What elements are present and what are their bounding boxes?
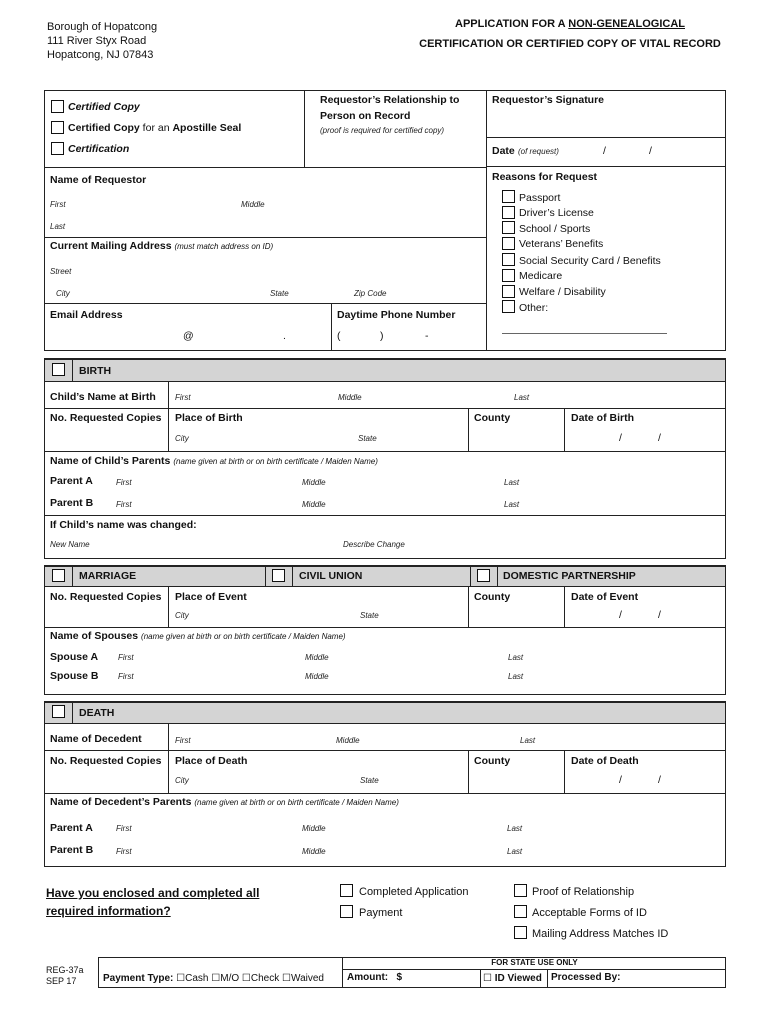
parent-a-first: First [116, 478, 132, 487]
spouses-label: Name of Spouses (name given at birth or on birth certificate / Maiden Name) [50, 630, 346, 642]
birth-copies-label: No. Requested Copies [50, 412, 162, 424]
birth-date-slash-1: / [619, 432, 622, 444]
death-place-label: Place of Death [175, 755, 248, 767]
birth-header: BIRTH [79, 365, 112, 377]
org-street: 111 River Styx Road [47, 35, 147, 47]
proof-relationship-label: Proof of Relationship [532, 886, 635, 898]
reason-other-line[interactable] [502, 333, 667, 334]
requestor-last-label: Last [50, 222, 66, 231]
phone-dash: - [425, 330, 429, 342]
title-emph: NON-GENEALOGICAL [568, 18, 685, 30]
amount: Amount: $ [347, 972, 403, 983]
payment-label: Payment [359, 907, 403, 919]
new-name-label: New Name [50, 540, 90, 549]
birth-county-label: County [474, 412, 511, 424]
reason-other-checkbox[interactable] [502, 300, 515, 313]
pay-mo-checkbox[interactable]: ☐ [211, 973, 221, 984]
reason-license-checkbox[interactable] [502, 206, 515, 219]
address-label: Current Mailing Address (must match address on ID) [50, 240, 274, 252]
requestor-middle-label: Middle [241, 200, 265, 209]
form-id [46, 965, 84, 987]
payment-type [103, 973, 324, 984]
child-parents-label: Name of Child’s Parents (name given at birth or on birth certificate / Maiden Name) [50, 455, 378, 467]
death-header: DEATH [79, 707, 115, 719]
spouse-b-last: Last [508, 672, 524, 681]
reason-passport-checkbox[interactable] [502, 190, 515, 203]
death-parent-b-middle: Middle [302, 847, 326, 856]
parent-b-middle: Middle [302, 500, 326, 509]
pay-cash-label: Cash [185, 973, 209, 984]
requestor-name-label: Name of Requestor [50, 174, 147, 186]
event-place-label: Place of Event [175, 591, 247, 603]
decedent-last-label: Last [520, 736, 536, 745]
decedent-name-label: Name of Decedent [50, 733, 142, 745]
checklist-question [46, 884, 259, 920]
event-county-label: County [474, 591, 511, 603]
acceptable-id-checkbox[interactable] [514, 905, 527, 918]
marriage-checkbox[interactable] [52, 569, 65, 582]
spouse-b-middle: Middle [305, 672, 329, 681]
org-city: Hopatcong, NJ 07843 [47, 49, 154, 61]
reason-school-label: School / Sports [519, 223, 591, 235]
reason-veterans-checkbox[interactable] [502, 237, 515, 250]
phone-close: ) [380, 330, 384, 342]
birth-place-label: Place of Birth [175, 412, 243, 424]
form-number: REG-37a [46, 965, 84, 975]
relationship-input[interactable] [305, 140, 485, 166]
death-date-slash-2: / [658, 774, 661, 786]
reason-other-label: Other: [519, 302, 549, 314]
death-date-label: Date of Death [571, 755, 639, 767]
certification-checkbox[interactable] [51, 142, 64, 155]
child-first-label: First [175, 393, 191, 402]
pay-mo-label: M/O [220, 973, 240, 984]
org-name: Borough of Hopatcong [47, 21, 158, 33]
death-city-label: City [175, 776, 189, 785]
certified-copy-checkbox[interactable] [51, 100, 64, 113]
pay-check-label: Check [250, 973, 280, 984]
relationship-label-2: Person on Record [320, 110, 411, 122]
org-address [47, 20, 157, 62]
spouse-a-middle: Middle [305, 653, 329, 662]
domestic-partnership-header: DOMESTIC PARTNERSHIP [503, 570, 636, 582]
describe-change-label: Describe Change [343, 540, 405, 549]
signature-label: Requestor’s Signature [492, 94, 605, 106]
id-viewed-checkbox[interactable]: ☐ [483, 973, 492, 984]
spouse-a-label: Spouse A [50, 651, 99, 663]
reason-veterans-label: Veterans’ Benefits [519, 238, 604, 250]
decedent-middle-label: Middle [336, 736, 360, 745]
reason-medicare-label: Medicare [519, 270, 563, 282]
date-slash-1: / [603, 145, 606, 157]
parent-a-label: Parent A [50, 475, 93, 487]
decedent-first-label: First [175, 736, 191, 745]
reason-license-label: Driver’s License [519, 207, 594, 219]
event-date-slash-1: / [619, 609, 622, 621]
death-parent-b-label: Parent B [50, 844, 94, 856]
spouse-b-first: First [118, 672, 134, 681]
event-date-slash-2: / [658, 609, 661, 621]
name-changed-label: If Child’s name was changed: [50, 519, 197, 531]
civil-union-checkbox[interactable] [272, 569, 285, 582]
email-dot: . [283, 330, 286, 342]
domestic-partnership-checkbox[interactable] [477, 569, 490, 582]
email-at: @ [183, 330, 194, 342]
child-name-label: Child’s Name at Birth [50, 391, 156, 403]
state-label: State [270, 289, 289, 298]
death-section [44, 701, 726, 867]
reasons-label: Reasons for Request [492, 171, 598, 183]
mailing-address-checkbox[interactable] [514, 926, 527, 939]
date-label: Date [492, 145, 515, 157]
parent-b-label: Parent B [50, 497, 94, 509]
zip-label: Zip Code [354, 289, 387, 298]
parent-b-first: First [116, 500, 132, 509]
payment-type-label: Payment Type: [103, 973, 174, 984]
child-middle-label: Middle [338, 393, 362, 402]
death-copies-label: No. Requested Copies [50, 755, 162, 767]
parent-a-last: Last [504, 478, 520, 487]
child-last-label: Last [514, 393, 530, 402]
completed-application-checkbox[interactable] [340, 884, 353, 897]
requestor-first-label: First [50, 200, 66, 209]
city-label: City [56, 289, 70, 298]
reason-school-checkbox[interactable] [502, 221, 515, 234]
spouse-b-label: Spouse B [50, 670, 99, 682]
id-viewed: ☐ ID Viewed [483, 973, 542, 984]
death-parent-a-last: Last [507, 824, 523, 833]
spouse-a-last: Last [508, 653, 524, 662]
parent-a-middle: Middle [302, 478, 326, 487]
email-label: Email Address [50, 309, 123, 321]
date-slash-2: / [649, 145, 652, 157]
form-date: SEP 17 [46, 976, 77, 986]
event-city-label: City [175, 611, 189, 620]
marriage-copies-label: No. Requested Copies [50, 591, 162, 603]
pay-waived-label: Waived [291, 973, 324, 984]
reason-welfare-checkbox[interactable] [502, 285, 515, 298]
completed-application-label: Completed Application [359, 886, 469, 898]
pay-waived-checkbox[interactable]: ☐ [282, 973, 291, 984]
death-state-label: State [360, 776, 379, 785]
death-parent-b-first: First [116, 847, 132, 856]
birth-date-label: Date of Birth [571, 412, 634, 424]
death-parent-b-last: Last [507, 847, 523, 856]
pay-cash-checkbox[interactable]: ☐ [176, 973, 186, 984]
birth-state-label: State [358, 434, 377, 443]
decedent-parents-label: Name of Decedent’s Parents (name given at birth or on birth certificate / Maiden Name) [50, 796, 399, 808]
certification-label: Certification [68, 143, 130, 155]
reason-welfare-label: Welfare / Disability [519, 286, 606, 298]
birth-date-slash-2: / [658, 432, 661, 444]
death-parent-a-label: Parent A [50, 822, 93, 834]
birth-city-label: City [175, 434, 189, 443]
phone-open: ( [337, 330, 341, 342]
phone-label: Daytime Phone Number [337, 309, 456, 321]
pay-check-checkbox[interactable]: ☐ [241, 973, 251, 984]
birth-checkbox[interactable] [52, 363, 65, 376]
death-parent-a-middle: Middle [302, 824, 326, 833]
reason-social-security-checkbox[interactable] [502, 253, 515, 266]
form-title [400, 14, 740, 54]
spouse-a-first: First [118, 653, 134, 662]
checklist-question-line2: required information? [46, 904, 171, 918]
death-checkbox[interactable] [52, 705, 65, 718]
signature-input[interactable] [487, 108, 725, 136]
acceptable-id-label: Acceptable Forms of ID [532, 907, 647, 919]
proof-relationship-checkbox[interactable] [514, 884, 527, 897]
certified-copy-label: Certified Copy [68, 101, 140, 113]
reason-passport-label: Passport [519, 192, 561, 204]
street-label: Street [50, 267, 72, 276]
checklist-question-line1: Have you enclosed and completed all [46, 886, 260, 900]
parent-b-last: Last [504, 500, 520, 509]
title-prefix: APPLICATION FOR A [455, 18, 569, 30]
apostille-checkbox[interactable] [51, 121, 64, 134]
marriage-header: MARRIAGE [79, 570, 137, 582]
reason-medicare-checkbox[interactable] [502, 269, 515, 282]
death-date-slash-1: / [619, 774, 622, 786]
relationship-note: (proof is required for certified copy) [320, 126, 445, 135]
reason-social-security-label: Social Security Card / Benefits [519, 255, 661, 267]
date-note: (of request) [518, 147, 559, 156]
civil-union-header: CIVIL UNION [299, 570, 363, 582]
death-county-label: County [474, 755, 511, 767]
title-line2: CERTIFICATION OR CERTIFIED COPY OF VITAL RECORD [419, 38, 721, 50]
death-parent-a-first: First [116, 824, 132, 833]
event-date-label: Date of Event [571, 591, 639, 603]
payment-checkbox[interactable] [340, 905, 353, 918]
relationship-label: Requestor’s Relationship to [320, 94, 460, 106]
mailing-address-label: Mailing Address Matches ID [532, 928, 669, 940]
state-use-label: FOR STATE USE ONLY [491, 958, 578, 967]
apostille-label: Certified Copy for an Apostille Seal [68, 122, 242, 134]
event-state-label: State [360, 611, 379, 620]
processed-by: Processed By: [551, 972, 621, 983]
